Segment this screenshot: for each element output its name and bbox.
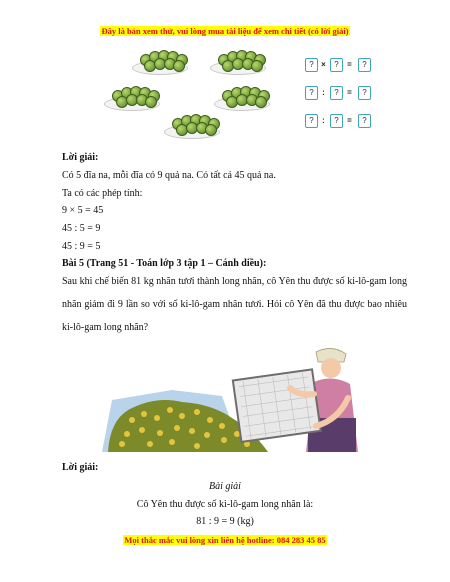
plate-2 [210, 48, 266, 78]
longan-drying-illustration [102, 338, 370, 452]
equation-row-1 [303, 58, 379, 74]
plate-1 [132, 48, 188, 78]
divide-operator: : [322, 88, 325, 97]
equals-operator: = [347, 116, 352, 125]
equals-operator: = [347, 88, 352, 97]
blank-box: ? [330, 58, 343, 72]
blank-box: ? [358, 58, 371, 72]
top-watermark-banner [0, 26, 450, 36]
custard-apple-fruit [251, 60, 263, 72]
calc-intro: Ta có các phép tính: [62, 188, 143, 199]
plate-4 [214, 84, 270, 114]
answer-line: Cô Yên thu được số ki-lô-gam long nhãn là: [136, 499, 314, 510]
solution-heading: Lời giải: [62, 152, 99, 163]
blank-box: ? [305, 86, 318, 100]
exercise-5-problem: Sau khi chế biến 81 kg nhãn tươi thành long nhãn, cô Yên thu được số ki-lô-gam long nhãn giảm đi 9 lần so với số ki-lô-gam nhãn tươi. Hỏi cô Yên đã thu được bao nhiêu ki-lô-gam long nhãn? [62, 276, 407, 333]
blank-box: ? [330, 86, 343, 100]
plate-3 [104, 84, 160, 114]
blank-box: ? [305, 58, 318, 72]
equation-row-2 [303, 86, 379, 102]
calc-line: 45 : 5 = 9 [62, 223, 101, 234]
plate-5 [164, 112, 220, 142]
blank-box: ? [358, 114, 371, 128]
equals-operator: = [347, 60, 352, 69]
top-banner-text: Đây là bản xem thử, vui lòng mua tài liệu để xem chi tiết (có lời giải) [101, 26, 349, 36]
bottom-hotline-banner [0, 535, 450, 545]
calc-line: 9 × 5 = 45 [62, 205, 104, 216]
multiply-operator: × [321, 60, 326, 69]
custard-apple-fruit [145, 96, 157, 108]
blank-box: ? [305, 114, 318, 128]
bottom-banner-text: Mọi thắc mắc vui lòng xin liên hệ hotline: 084 283 45 85 [124, 535, 326, 545]
divide-operator: : [322, 116, 325, 125]
custard-apple-plates-illustration [100, 48, 290, 148]
calc-line: 45 : 9 = 5 [62, 241, 101, 252]
exercise-5-title: Bài 5 (Trang 51 - Toán lớp 3 tập 1 – Cánh diều): [62, 258, 267, 269]
solution-text: Có 5 đĩa na, mỗi đĩa có 9 quả na. Có tất cả 45 quả na. [62, 170, 276, 181]
equation-row-3 [303, 114, 379, 130]
blank-box: ? [358, 86, 371, 100]
answer-calc: 81 : 9 = 9 (kg) [196, 516, 254, 527]
custard-apple-fruit [173, 60, 185, 72]
custard-apple-fruit [255, 96, 267, 108]
bai-giai-heading: Bài giải [209, 481, 241, 492]
custard-apple-fruit [205, 124, 217, 136]
blank-box: ? [330, 114, 343, 128]
exercise-5-solution-heading: Lời giải: [62, 462, 99, 473]
